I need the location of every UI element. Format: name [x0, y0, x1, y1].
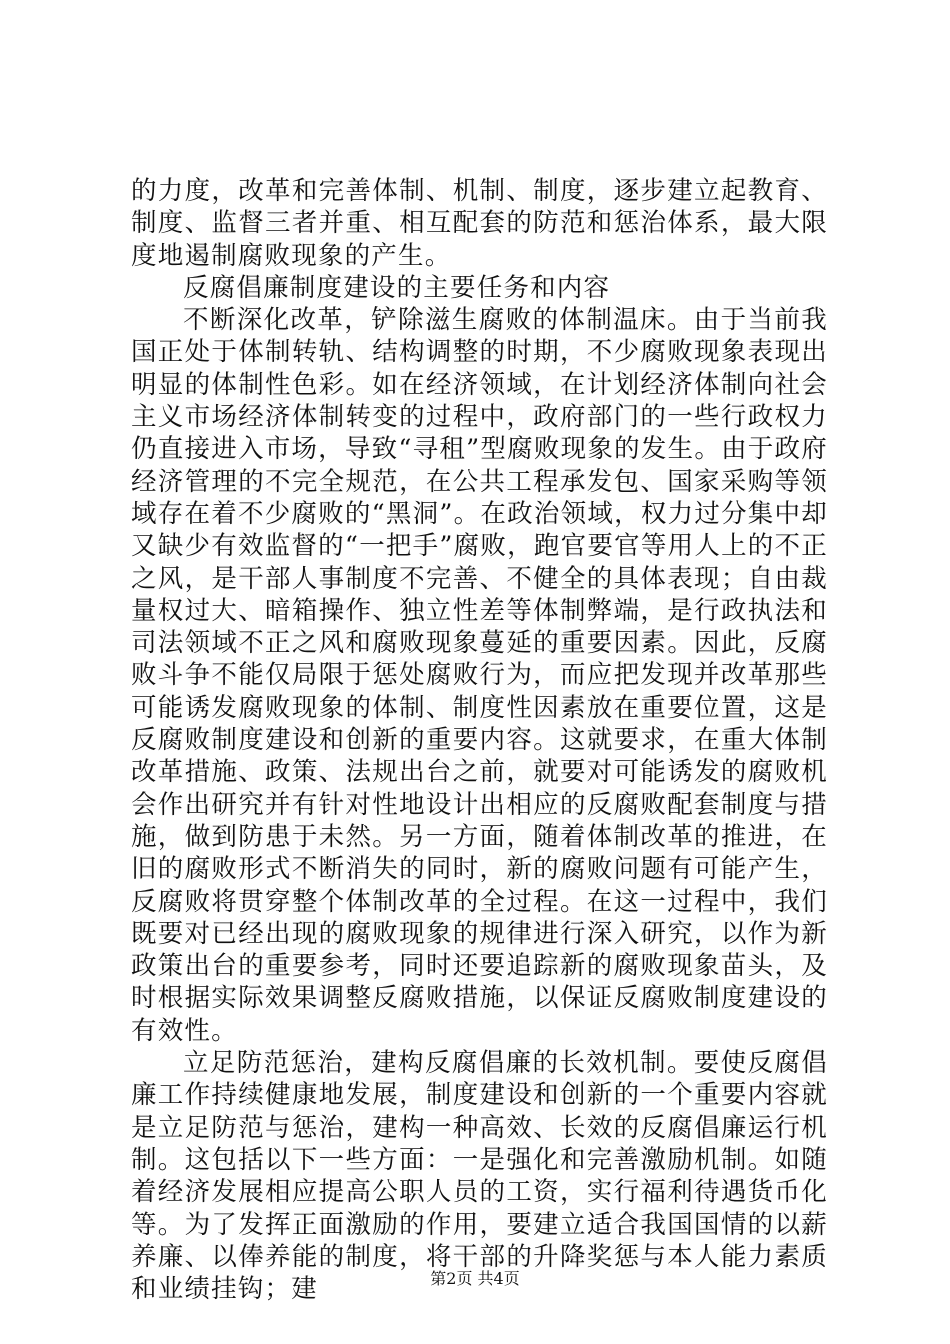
paragraph-mechanism: 立足防范惩治，建构反腐倡廉的长效机制。要使反腐倡廉工作持续健康地发展，制度建设和创新的一个重要内容就是立足防范与惩治，建构一种高效、长效的反腐倡廉运行机制。这包括以下一些方面：一是强化和完善激励机制。如随着经济发展相应提高公职人员的工资，实行福利待遇货币化等。为了发挥正面激励的作用，要建立适合我国国情的以薪养廉、以俸养能的制度，将干部的升降奖惩与本人能力素质和业绩挂钩；建 [131, 1048, 828, 1305]
page-footer: 第2页 共4页 [430, 1269, 520, 1288]
paragraph-reform: 不断深化改革，铲除滋生腐败的体制温床。由于当前我国正处于体制转轨、结构调整的时期，不少腐败现象表现出明显的体制性色彩。如在经济领域，在计划经济体制向社会主义市场经济体制转变的过程中，政府部门的一些行政权力仍直接进入市场，导致“寻租”型腐败现象的发生。由于政府经济管理的不完全规范，在公共工程承发包、国家采购等领域存在着不少腐败的“黑洞”。在政治领域，权力过分集中却又缺少有效监督的“一把手”腐败，跑官要官等用人上的不正之风，是干部人事制度不完善、不健全的具体表现；自由裁量权过大、暗箱操作、独立性差等体制弊端，是行政执法和司法领域不正之风和腐败现象蔓延的重要因素。因此，反腐败斗争不能仅局限于惩处腐败行为，而应把发现并改革那些可能诱发腐败现象的体制、制度性因素放在重要位置，这是反腐败制度建设和创新的重要内容。这就要求，在重大体制改革措施、政策、法规出台之前，就要对可能诱发的腐败机会作出研究并有针对性地设计出相应的反腐败配套制度与措施，做到防患于未然。另一方面，随着体制改革的推进，在旧的腐败形式不断消失的同时，新的腐败问题有可能产生，反腐败将贯穿整个体制改革的全过程。在这一过程中，我们既要对已经出现的腐败现象的规律进行深入研究，以作为新政策出台的重要参考，同时还要追踪新的腐败现象苗头，及时根据实际效果调整反腐败措施，以保证反腐败制度建设的有效性。 [131, 305, 828, 1046]
paragraph-continuation: 的力度，改革和完善体制、机制、制度，逐步建立起教育、制度、监督三者并重、相互配套的防范和惩治体系，最大限度地遏制腐败现象的产生。 [131, 176, 828, 271]
section-heading: 反腐倡廉制度建设的主要任务和内容 [183, 272, 611, 303]
document-body [131, 175, 828, 1305]
